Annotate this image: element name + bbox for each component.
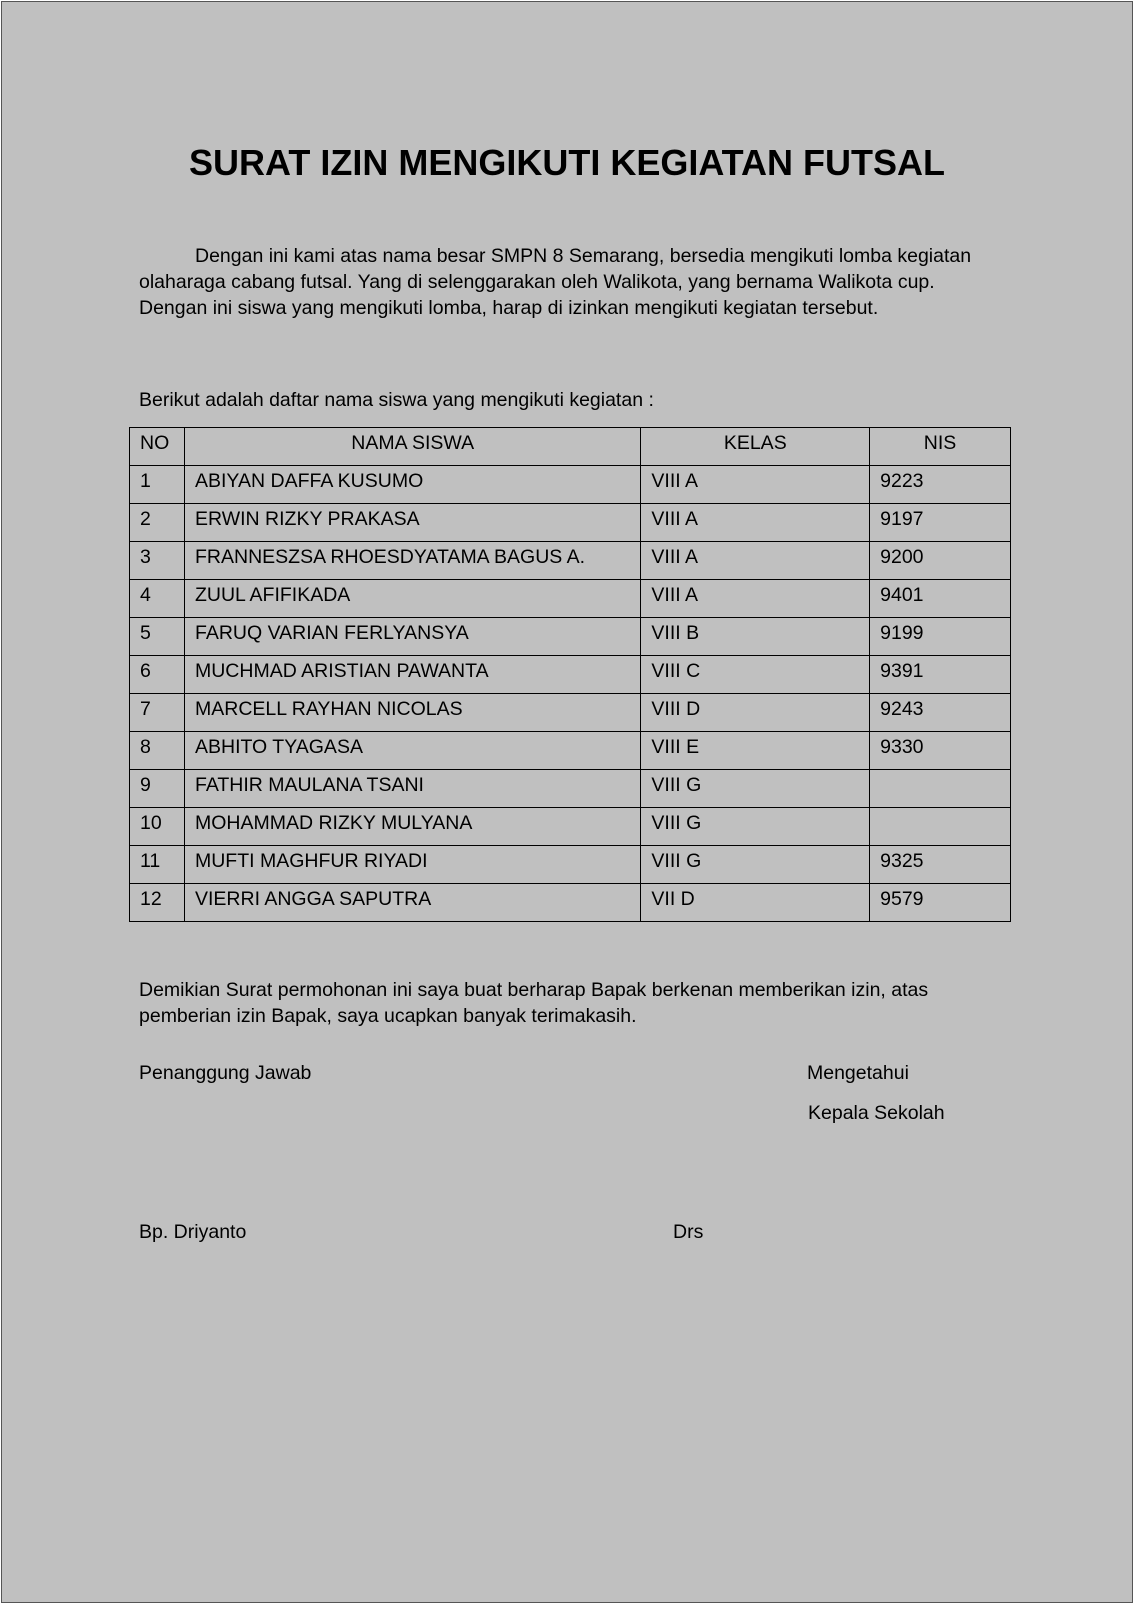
cell-no: 10 <box>130 808 185 846</box>
cell-nis: 9391 <box>870 656 1011 694</box>
cell-nis: 9325 <box>870 846 1011 884</box>
cell-kelas: VII D <box>641 884 870 922</box>
cell-kelas: VIII B <box>641 618 870 656</box>
cell-nis: 9401 <box>870 580 1011 618</box>
cell-kelas: VIII A <box>641 580 870 618</box>
cell-nis: 9199 <box>870 618 1011 656</box>
left-signature-name: Bp. Driyanto <box>139 1221 247 1243</box>
cell-no: 3 <box>130 542 185 580</box>
page-title: SURAT IZIN MENGIKUTI KEGIATAN FUTSAL <box>189 142 945 183</box>
table-row <box>130 542 1011 580</box>
cell-nis: 9200 <box>870 542 1011 580</box>
cell-nama-siswa: MOHAMMAD RIZKY MULYANA <box>184 808 640 846</box>
cell-no: 1 <box>130 466 185 504</box>
header-nis: NIS <box>870 428 1011 466</box>
table-row <box>130 694 1011 732</box>
cell-kelas: VIII A <box>641 466 870 504</box>
cell-nis: 9197 <box>870 504 1011 542</box>
table-row <box>130 504 1011 542</box>
cell-no: 6 <box>130 656 185 694</box>
cell-nama-siswa: MUCHMAD ARISTIAN PAWANTA <box>184 656 640 694</box>
table-row <box>130 580 1011 618</box>
cell-kelas: VIII D <box>641 694 870 732</box>
intro-paragraph: Dengan ini kami atas nama besar SMPN 8 Semarang, bersedia mengikuti lomba kegiatan olaharaga cabang futsal. Yang di selenggarakan oleh Walikota, yang bernama Walikota cup. Dengan ini siswa yang mengikuti lomba, harap di izinkan mengikuti kegiatan tersebut. <box>139 245 972 319</box>
cell-no: 7 <box>130 694 185 732</box>
table-header-row <box>130 428 1011 466</box>
table-row <box>130 808 1011 846</box>
cell-nama-siswa: VIERRI ANGGA SAPUTRA <box>184 884 640 922</box>
student-table <box>129 427 1011 922</box>
cell-no: 2 <box>130 504 185 542</box>
left-signature-role: Penanggung Jawab <box>139 1062 312 1084</box>
right-signature-name: Drs <box>673 1221 704 1243</box>
header-kelas: KELAS <box>641 428 870 466</box>
cell-kelas: VIII G <box>641 846 870 884</box>
cell-nis: 9330 <box>870 732 1011 770</box>
cell-no: 8 <box>130 732 185 770</box>
right-signature-role-2: Kepala Sekolah <box>808 1102 945 1124</box>
cell-nama-siswa: ZUUL AFIFIKADA <box>184 580 640 618</box>
table-row <box>130 770 1011 808</box>
cell-nama-siswa: ERWIN RIZKY PRAKASA <box>184 504 640 542</box>
cell-no: 11 <box>130 846 185 884</box>
closing-paragraph: Demikian Surat permohonan ini saya buat berharap Bapak berkenan memberikan izin, atas pemberian izin Bapak, saya ucapkan banyak terimakasih. <box>139 979 929 1027</box>
cell-no: 4 <box>130 580 185 618</box>
cell-kelas: VIII C <box>641 656 870 694</box>
cell-nama-siswa: MARCELL RAYHAN NICOLAS <box>184 694 640 732</box>
cell-nis <box>870 770 1011 808</box>
table-row <box>130 656 1011 694</box>
header-nama-siswa: NAMA SISWA <box>184 428 640 466</box>
student-table-body <box>130 466 1011 922</box>
table-row <box>130 618 1011 656</box>
cell-no: 5 <box>130 618 185 656</box>
cell-nis <box>870 808 1011 846</box>
right-signature-role-1: Mengetahui <box>807 1062 909 1084</box>
cell-kelas: VIII A <box>641 542 870 580</box>
cell-kelas: VIII E <box>641 732 870 770</box>
cell-nis: 9223 <box>870 466 1011 504</box>
cell-no: 12 <box>130 884 185 922</box>
cell-no: 9 <box>130 770 185 808</box>
table-row <box>130 732 1011 770</box>
table-row <box>130 466 1011 504</box>
header-no: NO <box>130 428 185 466</box>
document-page <box>1 1 1133 1603</box>
cell-kelas: VIII G <box>641 808 870 846</box>
cell-nama-siswa: FARUQ VARIAN FERLYANSYA <box>184 618 640 656</box>
table-row <box>130 884 1011 922</box>
cell-nama-siswa: ABHITO TYAGASA <box>184 732 640 770</box>
cell-kelas: VIII A <box>641 504 870 542</box>
cell-kelas: VIII G <box>641 770 870 808</box>
cell-nama-siswa: FATHIR MAULANA TSANI <box>184 770 640 808</box>
cell-nis: 9243 <box>870 694 1011 732</box>
list-intro-text: Berikut adalah daftar nama siswa yang mengikuti kegiatan : <box>139 389 654 411</box>
cell-nis: 9579 <box>870 884 1011 922</box>
cell-nama-siswa: ABIYAN DAFFA KUSUMO <box>184 466 640 504</box>
cell-nama-siswa: MUFTI MAGHFUR RIYADI <box>184 846 640 884</box>
table-row <box>130 846 1011 884</box>
cell-nama-siswa: FRANNESZSA RHOESDYATAMA BAGUS A. <box>184 542 640 580</box>
